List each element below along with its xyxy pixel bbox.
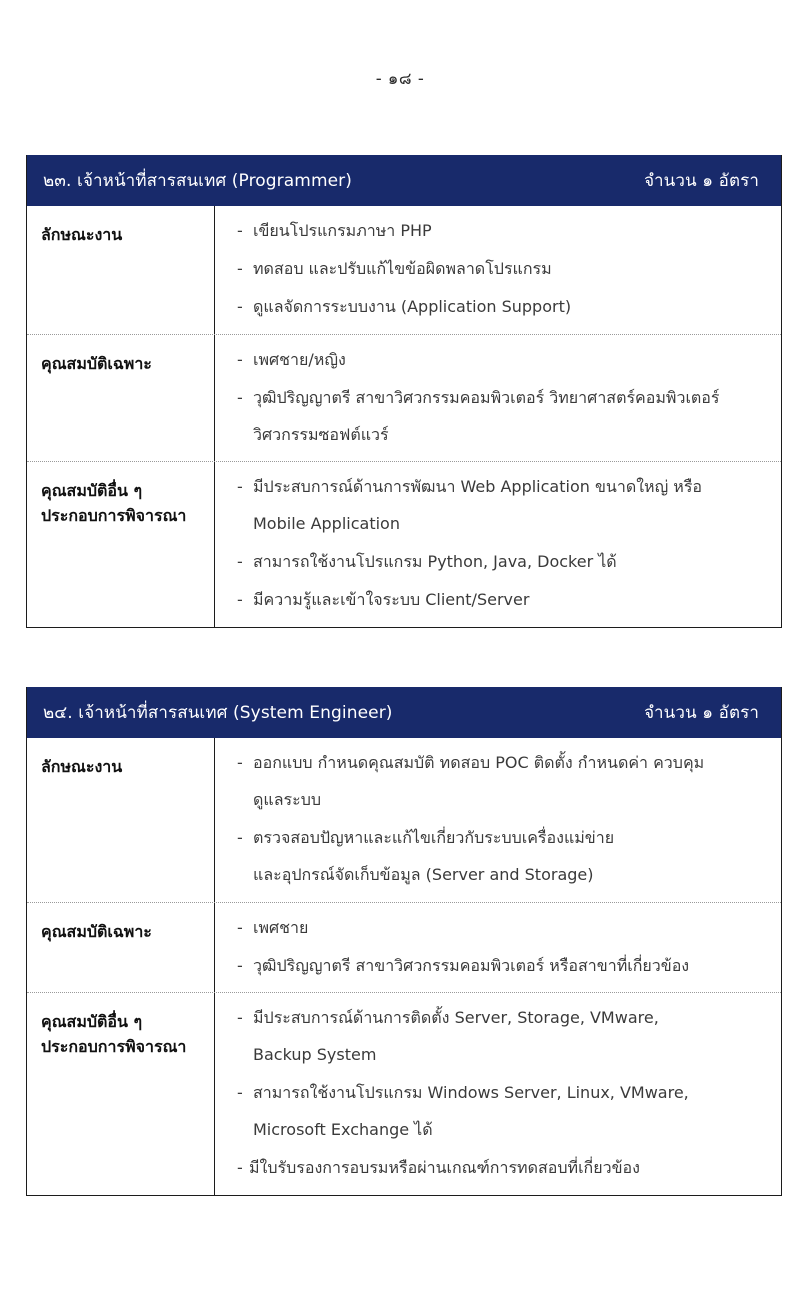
- table-row: [27, 206, 781, 334]
- row-label-line-2: ประกอบการพิจารณา: [41, 1036, 187, 1056]
- list-item: [237, 347, 771, 373]
- dash-marker: -: [237, 827, 243, 847]
- row-content: [215, 903, 781, 993]
- row-label-line-1: คุณสมบัติอื่น ๆ: [41, 1012, 143, 1032]
- list-item: [237, 587, 771, 613]
- job-title: ๒๔. เจ้าหน้าที่สารสนเทศ (System Engineer): [43, 703, 393, 723]
- dash-marker: -: [237, 753, 243, 772]
- list-item-continuation: Microsoft Exchange ได้: [253, 1120, 433, 1140]
- dash-marker: -: [237, 258, 243, 278]
- row-label: ลักษณะงาน: [27, 206, 215, 334]
- list-item-continuation: Backup System: [253, 1045, 377, 1065]
- list-item-continuation: วิศวกรรมซอฟต์แวร์: [253, 424, 389, 444]
- row-label: ลักษณะงาน: [27, 738, 215, 902]
- row-label-line-2: ประกอบการพิจารณา: [41, 505, 187, 525]
- list-item-text: เพศชาย: [253, 917, 309, 937]
- list-item-continuation: และอุปกรณ์จัดเก็บข้อมูล (Server and Storage): [253, 864, 594, 884]
- dash-marker: -: [237, 1158, 243, 1178]
- dash-marker: -: [237, 349, 243, 369]
- list-item: [237, 218, 771, 244]
- dash-marker: -: [237, 1083, 243, 1103]
- list-item-text: ออกแบบ กำหนดคุณสมบัติ ทดสอบ POC ติดตั้ง กำหนดค่า ควบคุม: [253, 753, 705, 772]
- table-row: [27, 738, 781, 902]
- list-item: [237, 385, 771, 448]
- row-content: [215, 335, 781, 462]
- row-label: [27, 462, 215, 627]
- table-row: [27, 334, 781, 462]
- dash-marker: -: [237, 221, 243, 240]
- row-content: [215, 993, 781, 1195]
- list-item: [237, 825, 771, 888]
- table-row: [27, 902, 781, 993]
- list-item-text: วุฒิปริญญาตรี สาขาวิศวกรรมคอมพิวเตอร์ หรือสาขาที่เกี่ยวข้อง: [253, 955, 690, 975]
- list-item: [237, 294, 771, 320]
- list-item: [237, 1080, 771, 1143]
- job-vacancy-count: จำนวน ๑ อัตรา: [644, 171, 759, 191]
- list-item-text: มีใบรับรองการอบรมหรือผ่านเกณฑ์การทดสอบที่เกี่ยวข้อง: [249, 1158, 640, 1178]
- job-title: ๒๓. เจ้าหน้าที่สารสนเทศ (Programmer): [43, 171, 352, 191]
- list-item-text: สามารถใช้งานโปรแกรม Windows Server, Linux, VMware,: [253, 1083, 689, 1103]
- row-label-line-1: คุณสมบัติอื่น ๆ: [41, 481, 143, 501]
- list-item: [237, 256, 771, 282]
- job-vacancy-count: จำนวน ๑ อัตรา: [644, 703, 759, 723]
- list-item-continuation: ดูแลระบบ: [253, 789, 322, 809]
- dash-marker: -: [237, 477, 243, 497]
- list-item-text: ทดสอบ และปรับแก้ไขข้อผิดพลาดโปรแกรม: [253, 258, 552, 278]
- list-item: [237, 915, 771, 941]
- job-table-system-engineer: [26, 687, 782, 1196]
- list-item-text: วุฒิปริญญาตรี สาขาวิศวกรรมคอมพิวเตอร์ วิทยาศาสตร์คอมพิวเตอร์: [253, 387, 720, 407]
- list-item-text: มีประสบการณ์ด้านการติดตั้ง Server, Storage, VMware,: [253, 1008, 659, 1028]
- list-item-continuation: Mobile Application: [253, 514, 400, 534]
- job-table-header: [27, 687, 781, 738]
- dash-marker: -: [237, 552, 243, 572]
- dash-marker: -: [237, 955, 243, 975]
- page-number: - ๑๘ -: [375, 69, 425, 88]
- dash-marker: -: [237, 387, 243, 407]
- row-label: คุณสมบัติเฉพาะ: [27, 903, 215, 993]
- list-item-text: สามารถใช้งานโปรแกรม Python, Java, Docker ได้: [253, 552, 617, 572]
- row-content: [215, 206, 781, 334]
- dash-marker: -: [237, 1008, 243, 1028]
- dash-marker: -: [237, 917, 243, 937]
- list-item-text: ดูแลจัดการระบบงาน (Application Support): [253, 296, 572, 316]
- list-item: [237, 549, 771, 575]
- row-content: [215, 738, 781, 902]
- list-item-text: มีประสบการณ์ด้านการพัฒนา Web Application ขนาดใหญ่ หรือ: [253, 477, 703, 497]
- list-item: [237, 474, 771, 537]
- list-item-text: ตรวจสอบปัญหาและแก้ไขเกี่ยวกับระบบเครื่องแม่ข่าย: [253, 827, 615, 847]
- row-label: [27, 993, 215, 1195]
- table-row: [27, 992, 781, 1195]
- row-label: คุณสมบัติเฉพาะ: [27, 335, 215, 462]
- list-item-text: มีความรู้และเข้าใจระบบ Client/Server: [253, 590, 530, 610]
- dash-marker: -: [237, 296, 243, 316]
- dash-marker: -: [237, 590, 243, 610]
- list-item: [237, 750, 771, 813]
- list-item: [237, 1155, 771, 1181]
- row-content: [215, 462, 781, 627]
- list-item-text: เพศชาย/หญิง: [253, 349, 346, 369]
- list-item: [237, 1005, 771, 1068]
- job-table-header: [27, 155, 781, 206]
- list-item: [237, 953, 771, 979]
- job-table-programmer: [26, 155, 782, 628]
- list-item-text: เขียนโปรแกรมภาษา PHP: [253, 221, 432, 240]
- table-row: [27, 461, 781, 627]
